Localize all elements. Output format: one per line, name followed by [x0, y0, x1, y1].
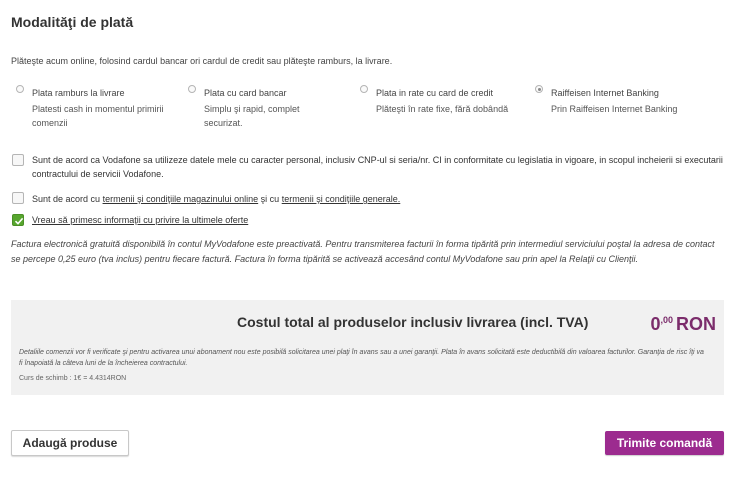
- payment-option-title: Plata cu card bancar: [204, 88, 287, 98]
- payment-intro: Plăteşte acum online, folosind cardul bancar ori cardul de credit sau plăteşte ramburs, la livrare.: [11, 56, 393, 66]
- payment-option-title: Plata ramburs la livrare: [32, 88, 125, 98]
- payment-option-desc: Simplu şi rapid, complet securizat.: [204, 104, 300, 128]
- price-currency: RON: [676, 314, 716, 334]
- price-integer: 0: [650, 314, 661, 334]
- terms-checkbox[interactable]: [12, 192, 24, 204]
- radio-raiffeisen[interactable]: [535, 85, 543, 93]
- terms-consent-text: [32, 192, 400, 206]
- radio-card[interactable]: [188, 85, 196, 93]
- page-title: Modalităţi de plată: [11, 14, 134, 30]
- payment-option-title: Raiffeisen Internet Banking: [551, 88, 659, 98]
- personal-data-consent-text: Sunt de acord ca Vodafone sa utilizeze datele mele cu caracter personal, inclusiv CNP-ul si seria/nr. CI in conformitate cu legislatia in vigoare, in scopul incheierii si executarii contractului de servicii Vodafone.: [32, 155, 723, 179]
- marketing-consent-text[interactable]: [32, 213, 248, 227]
- radio-installments[interactable]: [360, 85, 368, 93]
- marketing-consent-link[interactable]: Vreau să primesc informaţii cu privire la ultimele oferte: [32, 215, 249, 225]
- order-details-note: Detaliile comenzii vor fi verificate şi pentru activarea unui abonament nou este posibilă solicitarea unei plaţi în avans sau a unei garanţii. Plata în avans solicitată este deductibilă din valoarea facturilor. Garanţia de risc îţi va fi înapoiată la câteva luni de la încheierea contractului.: [19, 349, 704, 367]
- payment-option-desc: Prin Raiffeisen Internet Banking: [551, 104, 678, 114]
- price-decimals: ,00: [660, 315, 673, 325]
- send-order-button[interactable]: Trimite comandă: [605, 431, 724, 455]
- add-products-button[interactable]: Adaugă produse: [11, 430, 129, 456]
- total-price: [650, 314, 716, 335]
- invoice-note: Factura electronică gratuită disponibilă în contul MyVodafone este preactivată. Pentru transmiterea facturii în forma tipărită prin intermediul serviciului poştal la adresa de contact se percepe 0,25 euro (tva inclus) pentru fiecare factură. Factura în forma tipărită se activează accesând contul MyVodafone sau prin apel la Relaţii cu Clienţii.: [11, 239, 715, 264]
- store-terms-link[interactable]: termenii şi condiţiile magazinului online: [102, 194, 259, 204]
- personal-data-checkbox[interactable]: [12, 154, 24, 166]
- terms-prefix: Sunt de acord cu: [32, 194, 101, 204]
- payment-option-desc: Platesti cash in momentul primirii comenzii: [32, 104, 164, 128]
- order-summary: [11, 300, 724, 395]
- marketing-checkbox[interactable]: [12, 214, 24, 226]
- general-terms-link[interactable]: termenii şi condiţiile generale.: [281, 194, 401, 204]
- checkmark-icon: [14, 216, 24, 226]
- payment-option-desc: Plăteşti în rate fixe, fără dobândă: [376, 104, 509, 114]
- total-cost-title: Costul total al produselor inclusiv livrarea (incl. TVA): [237, 314, 589, 330]
- terms-middle: şi cu: [260, 194, 280, 204]
- payment-option-title: Plata in rate cu card de credit: [376, 88, 494, 98]
- radio-cash-on-delivery[interactable]: [16, 85, 24, 93]
- exchange-rate: Curs de schimb : 1€ = 4.4314RON: [19, 375, 127, 382]
